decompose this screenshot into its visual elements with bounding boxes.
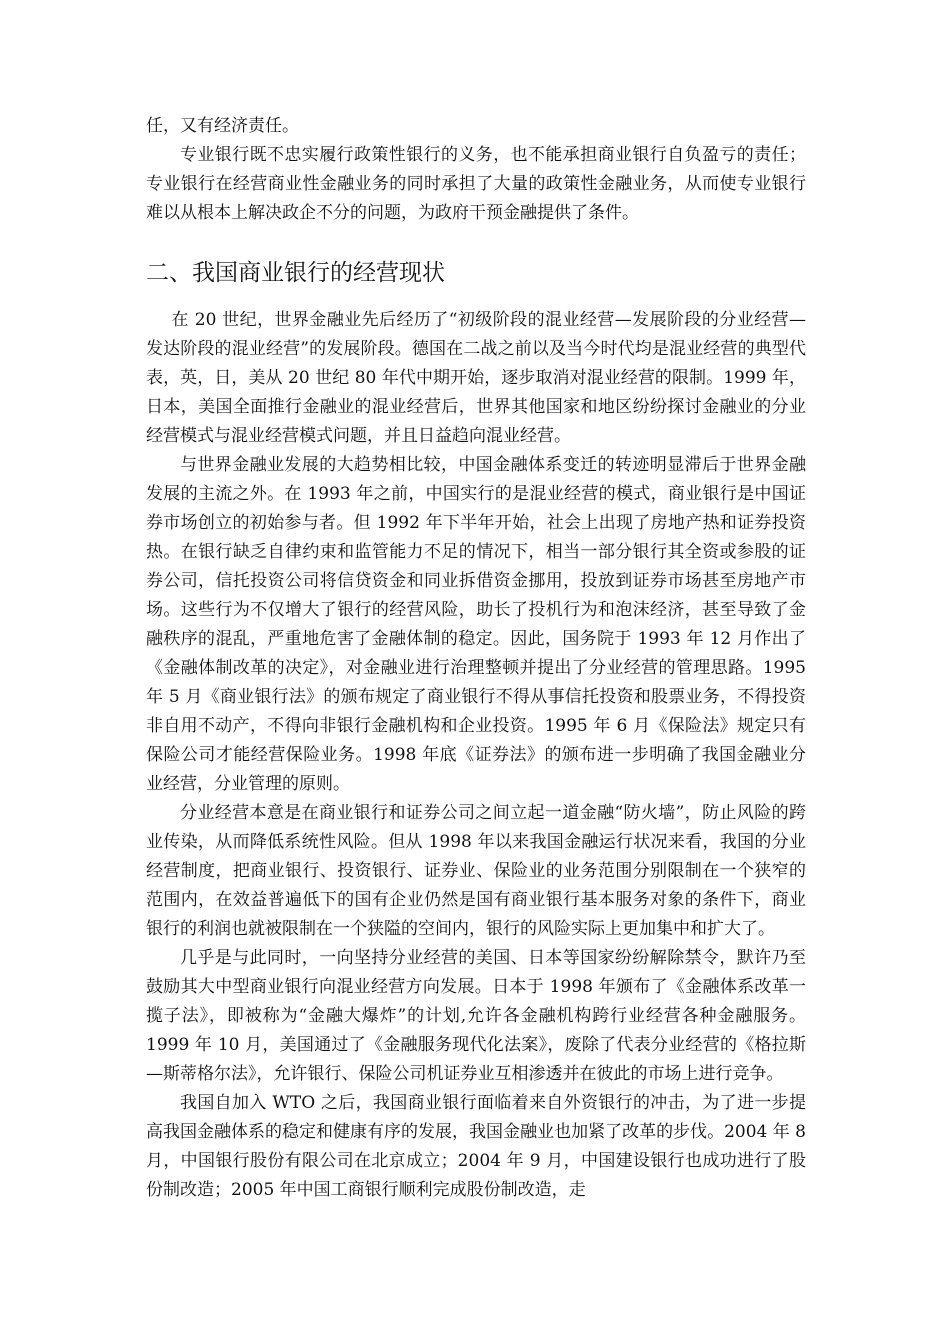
paragraph-separate-operation: 分业经营本意是在商业银行和证券公司之间立起一道金融“防火墙”，防止风险的跨业传染，从而降低系统性风险。但从 1998 年以来我国金融运行状况来看，我国的分业经营制度，把商业银行、投资银行、证券业、保险业的业务范围分别限制在一个狭窄的范围内，在效益普遍低下的国有企业仍然是国有商业银行基本服务对象的条件下，商业银行的利润也就被限制在一个狭隘的空间内，银行的风险实际上更加集中和扩大了。 xyxy=(146,803,806,939)
paragraph-continuation: 任，又有经济责任。 xyxy=(146,116,299,136)
paragraph-china-financial-system: 与世界金融业发展的大趋势相比较，中国金融体系变迁的转迹明显滞后于世界金融发展的主流之外。在 1993 年之前，中国实行的是混业经营的模式，商业银行是中国证券市场创立的初始参与者。但 1992 年下半年开始，社会上出现了房地产热和证券投资热。在银行缺乏自律约束和监管能力不足的情况下，相当一部分银行其全资或参股的证券公司，信托投资公司将信贷资金和同业拆借资金挪用，投放到证券市场甚至房地产市场。这些行为不仅增大了银行的经营风险，助长了投机行为和泡沫经济，甚至导致了金融秩序的混乱，严重地危害了金融体制的稳定。因此，国务院于 1993 年 12 月作出了《金融体制改革的决定》，对金融业进行治理整顿并提出了分业经营的管理思路。1995 年 5 月《商业银行法》的颁布规定了商业银行不得从事信托投资和股票业务，不得投资非自用不动产，不得向非银行金融机构和企业投资。1995 年 6 月《保险法》规定只有保险公司才能经营保险业务。1998 年底《证券法》的颁布进一步明确了我国金融业分业经营，分业管理的原则。 xyxy=(146,455,806,794)
document-page xyxy=(146,112,806,1205)
paragraph-us-japan-reform: 几乎是与此同时，一向坚持分业经营的美国、日本等国家纷纷解除禁令，默许乃至鼓励其大中型商业银行向混业经营方向发展。日本于 1998 年颁布了《金融体系改革一揽子法》，即被称为“金融大爆炸”的计划,允许各金融机构跨行业经营各种金融服务。1999 年 10 月，美国通过了《金融服务现代化法案》，废除了代表分业经营的《格拉斯—斯蒂格尔法》，允许银行、保险公司机证券业互相渗透并在彼此的市场上进行竞争。 xyxy=(146,948,806,1084)
paragraph-wto-reform: 我国自加入 WTO 之后，我国商业银行面临着来自外资银行的冲击，为了进一步提高我国金融体系的稳定和健康有序的发展，我国金融业也加紧了改革的步伐。2004 年 8 月，中国银行股份有限公司在北京成立；2004 年 9 月，中国建设银行也成功进行了股份制改造；2005 年中国工商银行顺利完成股份制改造，走 xyxy=(146,1093,806,1200)
section-heading: 二、我国商业银行的经营现状 xyxy=(146,260,445,286)
paragraph-world-financial-stages: 在 20 世纪，世界金融业先后经历了“初级阶段的混业经营—发展阶段的分业经营—发达阶段的混业经营”的发展阶段。德国在二战之前以及当今时代均是混业经营的典型代表，英，日，美从 20 世纪 80 年代中期开始，逐步取消对混业经营的限制。1999 年，日本，美国全面推行金融业的混业经营后，世界其他国家和地区纷纷探讨金融业的分业经营模式与混业经营模式问题，并且日益趋向混业经营。 xyxy=(146,310,806,446)
paragraph-specialized-banks: 专业银行既不忠实履行政策性银行的义务，也不能承担商业银行自负盈亏的责任；专业银行在经营商业性金融业务的同时承担了大量的政策性金融业务，从而使专业银行难以从根本上解决政企不分的问题，为政府干预金融提供了条件。 xyxy=(146,145,806,223)
